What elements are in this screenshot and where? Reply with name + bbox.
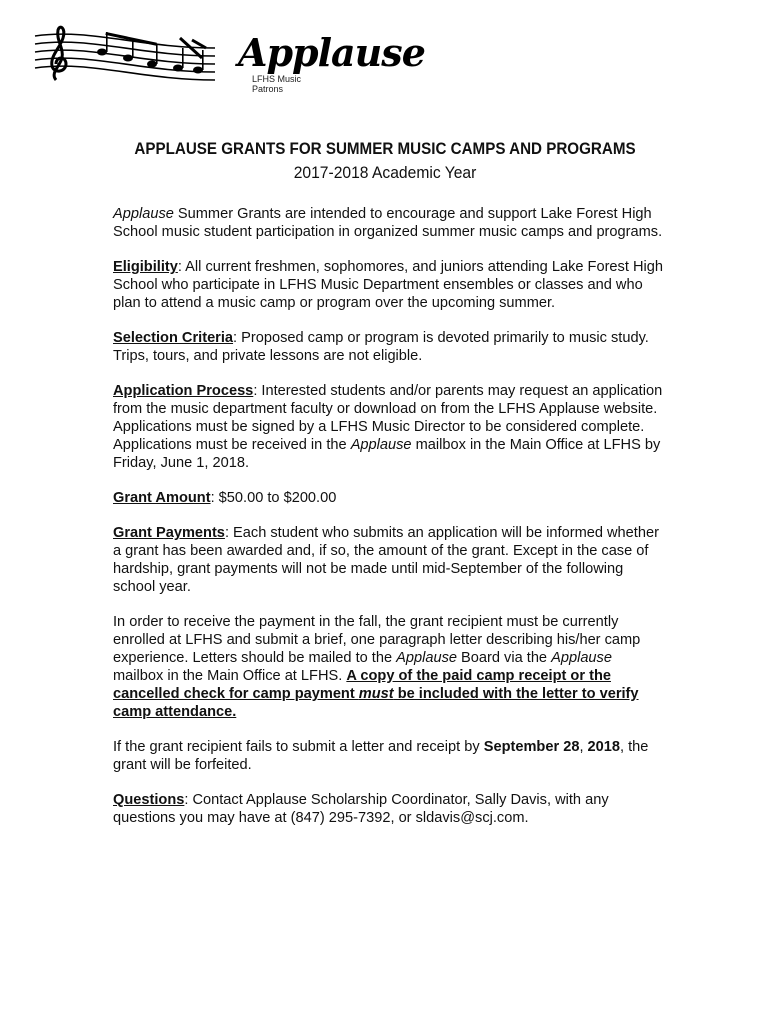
treble-clef-icon xyxy=(52,27,66,80)
forfeit-paragraph: If the grant recipient fails to submit a letter and receipt by September 28, 2018, the grant will be forfeited. xyxy=(113,739,649,773)
brand-name: Applause xyxy=(238,30,425,75)
selection-paragraph: Selection Criteria: Proposed camp or program is devoted primarily to music study. Trips, tours, and private lessons are not eligible. xyxy=(113,330,649,364)
eligibility-paragraph: Eligibility: All current freshmen, sophomores, and juniors attending Lake Forest High School who participate in LFHS Music Department ensembles or classes and who plan to attend a music camp or program over the upcoming summer. xyxy=(113,259,663,311)
document-body xyxy=(113,205,663,844)
payments-label: Grant Payments xyxy=(113,525,225,541)
questions-label: Questions xyxy=(113,792,185,808)
selection-label: Selection Criteria xyxy=(113,330,234,346)
page-subtitle: 2017-2018 Academic Year xyxy=(293,163,477,182)
brand-subtitle: LFHS Music Patrons xyxy=(252,74,302,94)
page-title: APPLAUSE GRANTS FOR SUMMER MUSIC CAMPS AND PROGRAMS xyxy=(134,140,636,158)
application-label: Application Process xyxy=(113,383,254,399)
eligibility-label: Eligibility xyxy=(113,259,178,275)
amount-paragraph: Grant Amount: $50.00 to $200.00 xyxy=(113,490,337,506)
receipt-paragraph: In order to receive the payment in the fall, the grant recipient must be currently enrolled at LFHS and submit a brief, one paragraph letter describing his/her camp experience. Letters should be mailed to the Applause Board via the Applause mailbox in the Main Office at LFHS. A copy of the paid camp receipt or the cancelled check for camp payment must be included with the letter to verify camp attendance. xyxy=(113,614,641,720)
questions-paragraph: Questions: Contact Applause Scholarship Coordinator, Sally Davis, with any questions you may have at (847) 295-7392, or sldavis@scj.com. xyxy=(113,792,609,826)
intro-paragraph: Applause Summer Grants are intended to encourage and support Lake Forest High School music student participation in organized summer music camps and programs. xyxy=(113,206,663,240)
applause-logo xyxy=(30,18,425,98)
application-paragraph: Application Process: Interested students and/or parents may request an application from the music department faculty or download on from the LFHS Applause website. Applications must be signed by a LFHS Music Director to be considered complete. Applications must be received in the Applause mailbox in the Main Office at LFHS by Friday, June 1, 2018. xyxy=(113,383,663,471)
payments-paragraph: Grant Payments: Each student who submits an application will be informed whether a grant has been awarded and, if so, the amount of the grant. Except in the case of hardship, grant payments will not be made until mid-September of the following school year. xyxy=(113,525,659,595)
amount-label: Grant Amount xyxy=(113,490,211,506)
